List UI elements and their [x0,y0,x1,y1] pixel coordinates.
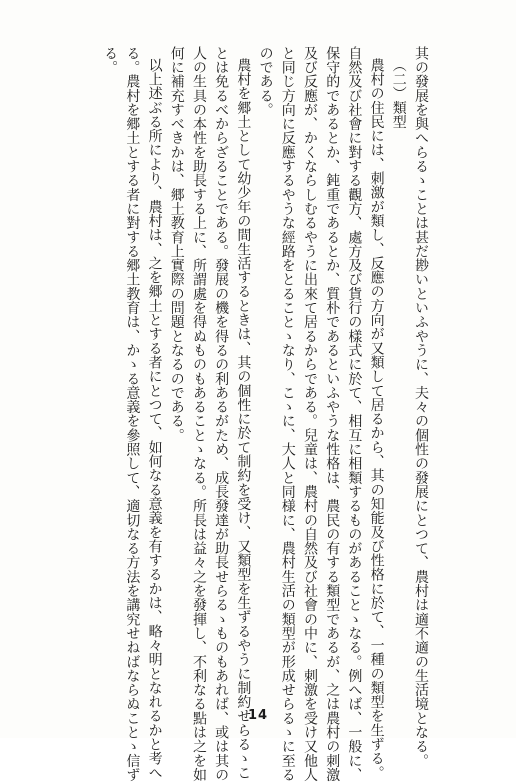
text-line: のである。 [257,46,274,117]
section-heading: （二）類型 [390,58,407,129]
text-line: る。農村を郷土とする者に對する郷土教育は、かゝる意義を參照して、適切なる方法を講究せねばならぬことゝ信ず [124,46,141,782]
text-line: とは免るべからざることである。發展の機を得るの利あるがため、成長發達が助長せらるゝものもあれば、或は其の [213,46,230,782]
text-line: 農村を郷土として幼少年の間生活するときは、其の個性に於て制約を受け、又類型を生ずるやうに制約せらるゝこ [235,58,252,780]
text-line: 保守的であるとか、鈍重であるとか、質朴であるといふやうな性格は、農民の有する類型であるが、之は農村の刺激 [324,46,341,782]
text-line: 何に補充すべきかは、郷土教育上實際の問題となるのである。 [168,46,185,443]
text-line: る。 [102,46,119,75]
page-number: 14 [247,708,269,723]
text-line: 其の發展を與へらるゝことは甚だ尠いといふやうに、夫々の個性の發展にとつて、農村は適不適の生活境となる。 [413,46,429,768]
text-line: 自然及び社會に對する觀方、處方及び貨行の樣式に於て、相互に相類するものがあることゝなる。例へば、一般に、 [346,46,363,782]
text-line: 以上述ぶる所により、農村は、之を郷土とする者にとつて、如何なる意義を有するかは、略々明となれるかと考へ [146,58,163,780]
text-line: 及び反應が、かくならしむるやうに出來て居るからである。兒童は、農村の自然及び社會の中に、刺激を受け又他人 [301,46,318,782]
text-line: 人の生具の本性を助長する上に、所謂處を得ぬものもあることゝなる。所長は益々之を發揮し、不利なる點は之を如 [190,46,207,782]
text-line: と同じ方向に反應するやうな經路をとることゝなり、こゝに、大人と同様に、農村生活の類型が形成せらるゝに至る [279,46,296,782]
text-line: 農村の住民には、刺激が類し、反應の方向が又類して居るから、其の知能及び性格に於て、一種の類型を生ずる。 [368,58,385,780]
